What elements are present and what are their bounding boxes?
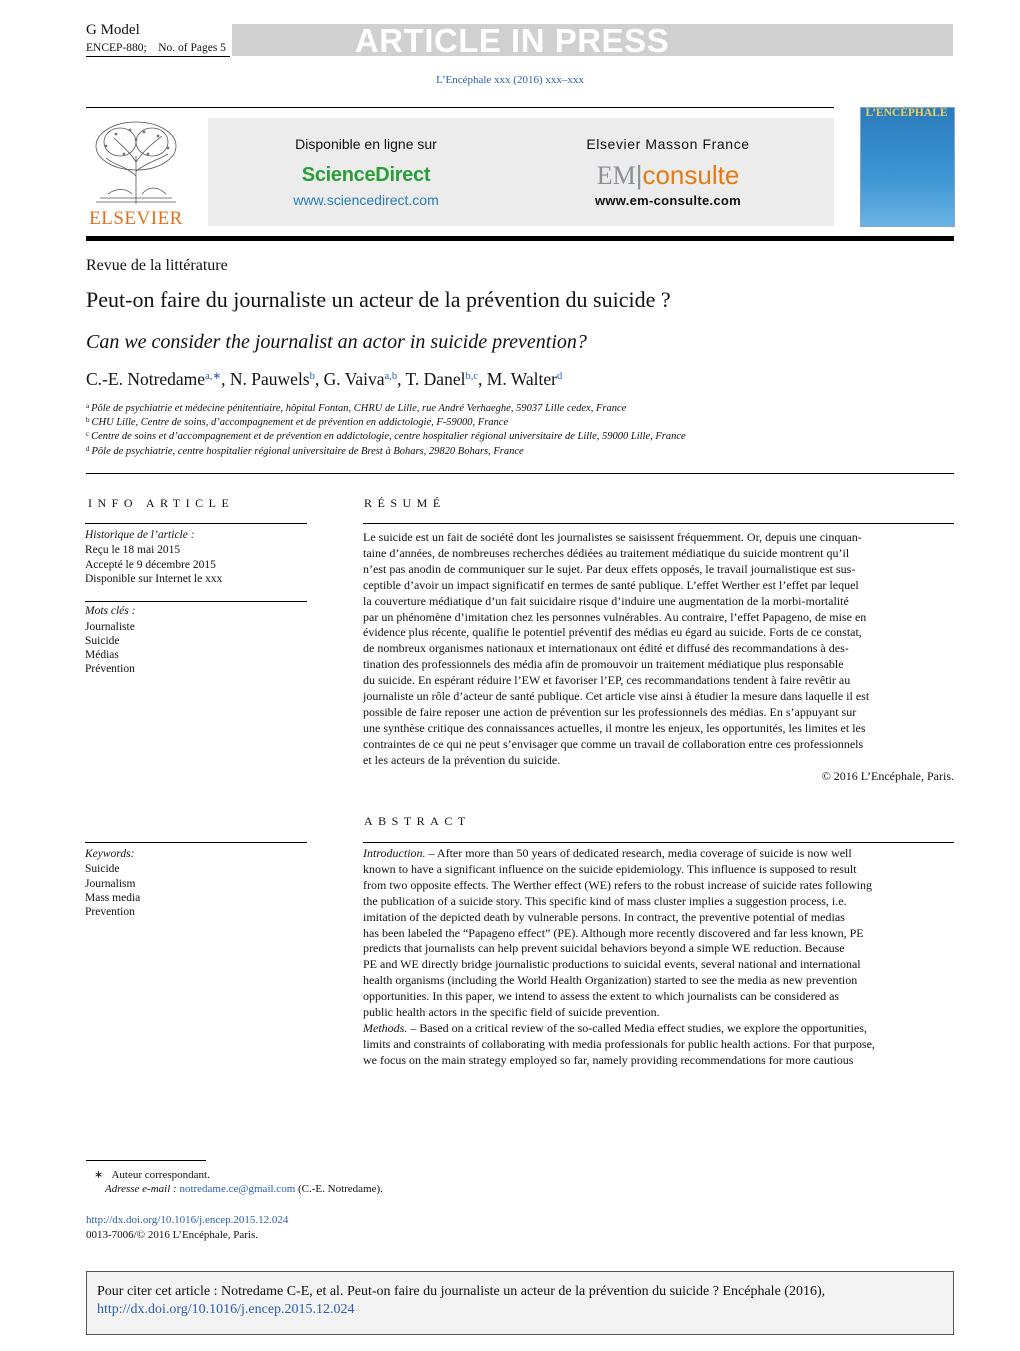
abstract-line: we focus on the main strategy employed so far, namely providing recommendations for more cautious [363,1052,854,1067]
elsevier-tree-logo [86,116,186,208]
affiliation-text: Pôle de psychiatrie et médecine pénitentiaire, hôpital Fontan, CHRU de Lille, rue André Verhaeghe, 59037 Lille cedex, France [91,403,627,414]
keyword-en: Mass media [85,892,141,904]
history-label: Historique de l’article : [85,529,195,541]
resume-line: contraintes de ce qui ne peut s’envisager que comme un travail de collaboration entre ces professionnels [363,736,864,751]
keywords-fr-label: Mots clés : [85,605,136,617]
em-logo-part: EM [596,161,636,190]
top-rule [86,107,834,108]
page-count: No. of Pages 5 [158,42,226,54]
keyword-en: Prevention [85,906,135,918]
resume-line: Le suicide est un fait de société dont les journalistes se saisissent fréquemment. Or, depuis une cinquan- [363,530,862,544]
affiliation-marker: c [86,430,90,438]
author-affiliation-link[interactable]: a,b [384,371,398,382]
abstract-line: opportunities. In this paper, we intend to assess the extent to which journalists can be considered as [363,989,840,1004]
affiliation-text: Centre de soins et d’accompagnement et de prévention en addictologie, centre hospitalier régional universitaire de Lille, 59000 Lille, France [91,431,686,442]
abstract-line: PE and WE directly bridge journalistic productions to suicidal events, several national and international [363,957,861,972]
footnote-star: ∗ [94,1169,104,1181]
publisher-name: Elsevier Masson France [586,136,750,152]
abstract-line-text: – After more than 50 years of dedicated research, media coverage of suicide is now well [425,846,852,860]
sciencedirect-logo[interactable]: ScienceDirect [301,164,431,186]
keywords-rule [85,601,307,602]
info-article-heading: INFO ARTICLE [88,496,235,510]
author-separator: , [221,369,230,389]
affiliation-text: CHU Lille, Centre de soins, d’accompagnement et de prévention en addictologie, F-59000, France [91,417,509,428]
consulte-logo-part: consulte [642,160,740,190]
em-consulte-url[interactable]: www.em-consulte.com [594,193,742,208]
resume-line: par un phénomène d’imitation chez les personnes vulnérables. Au contraire, l’effet Papageno, de mise en [363,609,867,624]
resume-heading: RÉSUMÉ [364,496,446,510]
citation-sentence: Pour citer cet article : Notredame C-E, et al. Peut-on faire du journaliste un acteur de la prévention du suicide ? Encéphale (2016), [97,1284,826,1299]
affiliation-text: Pôle de psychiatrie, centre hospitalier régional universitaire de Brest à Bohars, 29820 Bohars, France [91,446,524,457]
abstract-heading: ABSTRACT [364,814,471,828]
author-email-link[interactable]: notredame.ce@gmail.com [179,1183,296,1195]
resume-line: du suicide. En espérant réduire l’EW et favoriser l’EP, ces recommandations tendent à faire revêtir au [363,673,851,688]
keyword-fr: Prévention [85,663,135,675]
keyword-fr: Suicide [85,635,120,647]
affiliation-marker: b [86,416,90,424]
history-online: Disponible sur Internet le xxx [85,573,223,585]
citation-doi-link[interactable]: http://dx.doi.org/10.1016/j.encep.2015.12.024 [97,1302,355,1317]
abstract-line: predicts that journalists can help prevent suicidal behaviors beyond a simple WE reduction. Because [363,941,845,956]
abstract-line: from two opposite effects. The Werther effect (WE) refers to the robust increase of suicide rates following [363,877,872,892]
resume-text [363,530,954,785]
resume-copyright: © 2016 L’Encéphale, Paris. [821,768,954,783]
abstract-text [363,846,954,1069]
abstract-line: known to have a significant influence on the suicide epidemiology. This influence is supposed to result [363,861,857,876]
author-name: M. Walter [486,369,557,389]
keyword-fr: Journaliste [85,621,135,633]
author-affiliation-link[interactable]: b,c [465,371,479,382]
affiliation-marker: d [86,445,90,453]
history-accepted: Accepté le 9 décembre 2015 [85,559,216,571]
keywords-en-rule [85,842,307,843]
article-title: Peut-on faire du journaliste un acteur de la prévention du suicide ? [86,287,671,312]
encep-reference [86,42,226,54]
resume-line: n’est pas anodin de communiquer sur le sujet. Par deux effets opposés, le travail journalistique est sus- [363,561,856,576]
author-name: T. Danel [405,369,466,389]
abstract-rule [363,842,954,843]
resume-line: tination des professionnels des média afin de promouvoir un traitement médiatique plus responsable [363,657,844,672]
affiliation [86,416,508,428]
abstract-line: has been labeled the “Papageno effect” (PE). Although more recently discovered and far less known, PE [363,925,864,940]
author-name: N. Pauwels [229,369,310,389]
abstract-line [363,1021,954,1037]
author-list [86,369,562,390]
author-name: C.-E. Notredame [86,369,206,389]
history-received: Reçu le 18 mai 2015 [85,544,181,556]
author-affiliation-link[interactable]: b [309,371,315,382]
methods-label: Methods. [363,1020,408,1035]
keywords-en-label: Keywords: [85,848,135,860]
author-affiliation-link[interactable]: a,∗ [205,371,222,382]
abstract-line [363,846,954,862]
article-in-press-label: ARTICLE IN PRESS [354,22,670,59]
corresponding-author-footnote [94,1168,383,1196]
keyword-fr: Médias [85,649,119,661]
issn-copyright: 0013-7006/© 2016 L’Encéphale, Paris. [86,1228,259,1241]
thick-header-rule [86,236,954,241]
resume-rule [363,523,954,524]
affiliation [86,430,686,442]
doi-link[interactable]: http://dx.doi.org/10.1016/j.encep.2015.12.024 [86,1214,289,1226]
resume-line: la couverture médiatique d’un fait suicidaire risque d’induire une augmentation de la morbi-mortalité [363,593,849,608]
affiliation [86,445,524,457]
resume-line: et les acteurs de la prévention du suicide. [363,752,561,767]
g-model-label: G Model [86,22,140,38]
info-rule [85,523,307,524]
sciencedirect-url[interactable]: www.sciencedirect.com [293,192,439,208]
abstract-line: limits and constraints of collaborating with media professionals for public health actions. For that purpose, [363,1036,875,1051]
citation-text [97,1283,945,1319]
resume-line: possible de faire reposer une action de prévention sur les professionnels des médias. En s’appuyant sur [363,704,857,719]
author-affiliation-link[interactable]: d [556,371,563,382]
resume-line: de nombreux organismes nationaux et internationaux ont édité et diffusé des recommandations à des- [363,641,849,656]
header-rule [86,56,230,57]
abstract-line-text: – Based on a critical review of the so-called Media effect studies, we explore the opportunities, [407,1020,867,1035]
affiliation [86,402,626,414]
author-separator: , [314,369,324,389]
resume-line: évidence plus récente, qualifie le potentiel préventif des médias eu égard au suicide. Forts de ce constat, [363,625,862,640]
abstract-line: imitation of the depicted death by vulnerable persons. In contract, the preventive potential of medias [363,909,845,924]
elsevier-wordmark: ELSEVIER [89,208,183,229]
keyword-en: Journalism [85,878,136,890]
author-separator: , [478,369,487,389]
resume-line: taine d’années, de nombreuses recherches dédiées au traitement médiatique du suicide montrent qu’il [363,545,850,560]
doi-block [86,1213,288,1242]
encep-id: ENCEP-880; [86,42,147,54]
journal-cover-image[interactable] [860,107,955,227]
introduction-label: Introduction. [363,846,426,860]
footnote-rule [86,1160,206,1161]
keyword-en: Suicide [85,863,120,875]
resume-line: journaliste un rôle d’acteur de santé publique. Cet article vise ainsi à étudier la mesure dans laquelle il est [363,689,870,704]
article-type: Revue de la littérature [86,257,228,274]
footnote-author-label: Auteur correspondant. [111,1169,210,1181]
abstract-line: health organisms (including the World Health Organization) started to see the media as new prevention [363,973,858,988]
author-name: G. Vaiva [323,369,385,389]
affiliation-marker: a [86,402,90,410]
author-separator: , [397,369,406,389]
email-owner: (C.-E. Notredame). [298,1183,383,1195]
journal-cover-title: L’ENCÉPHALE [865,107,948,119]
resume-line: une synthèse critique des connaissances actuelles, il montre les enjeux, les opportunités, les limites et les [363,720,866,735]
abstract-line: public health actors in the specific field of suicide prevention. [363,1005,660,1020]
journal-reference-link[interactable]: L’Encéphale xxx (2016) xxx–xxx [436,74,584,86]
em-consulte-logo[interactable]: EM|consulte [596,160,740,190]
email-label: Adresse e-mail : [105,1183,177,1195]
article-subtitle-english: Can we consider the journalist an actor in suicide prevention? [86,331,587,353]
resume-line: ceptible d’avoir un impact significatif en termes de santé publique. L’effet Werther est l’effet par lequel [363,577,859,592]
section-rule [86,473,954,474]
abstract-line: the publication of a suicide story. This specific kind of mass cluster implies a suggestion process, i.e. [363,893,847,908]
available-online-label: Disponible en ligne sur [295,136,437,152]
